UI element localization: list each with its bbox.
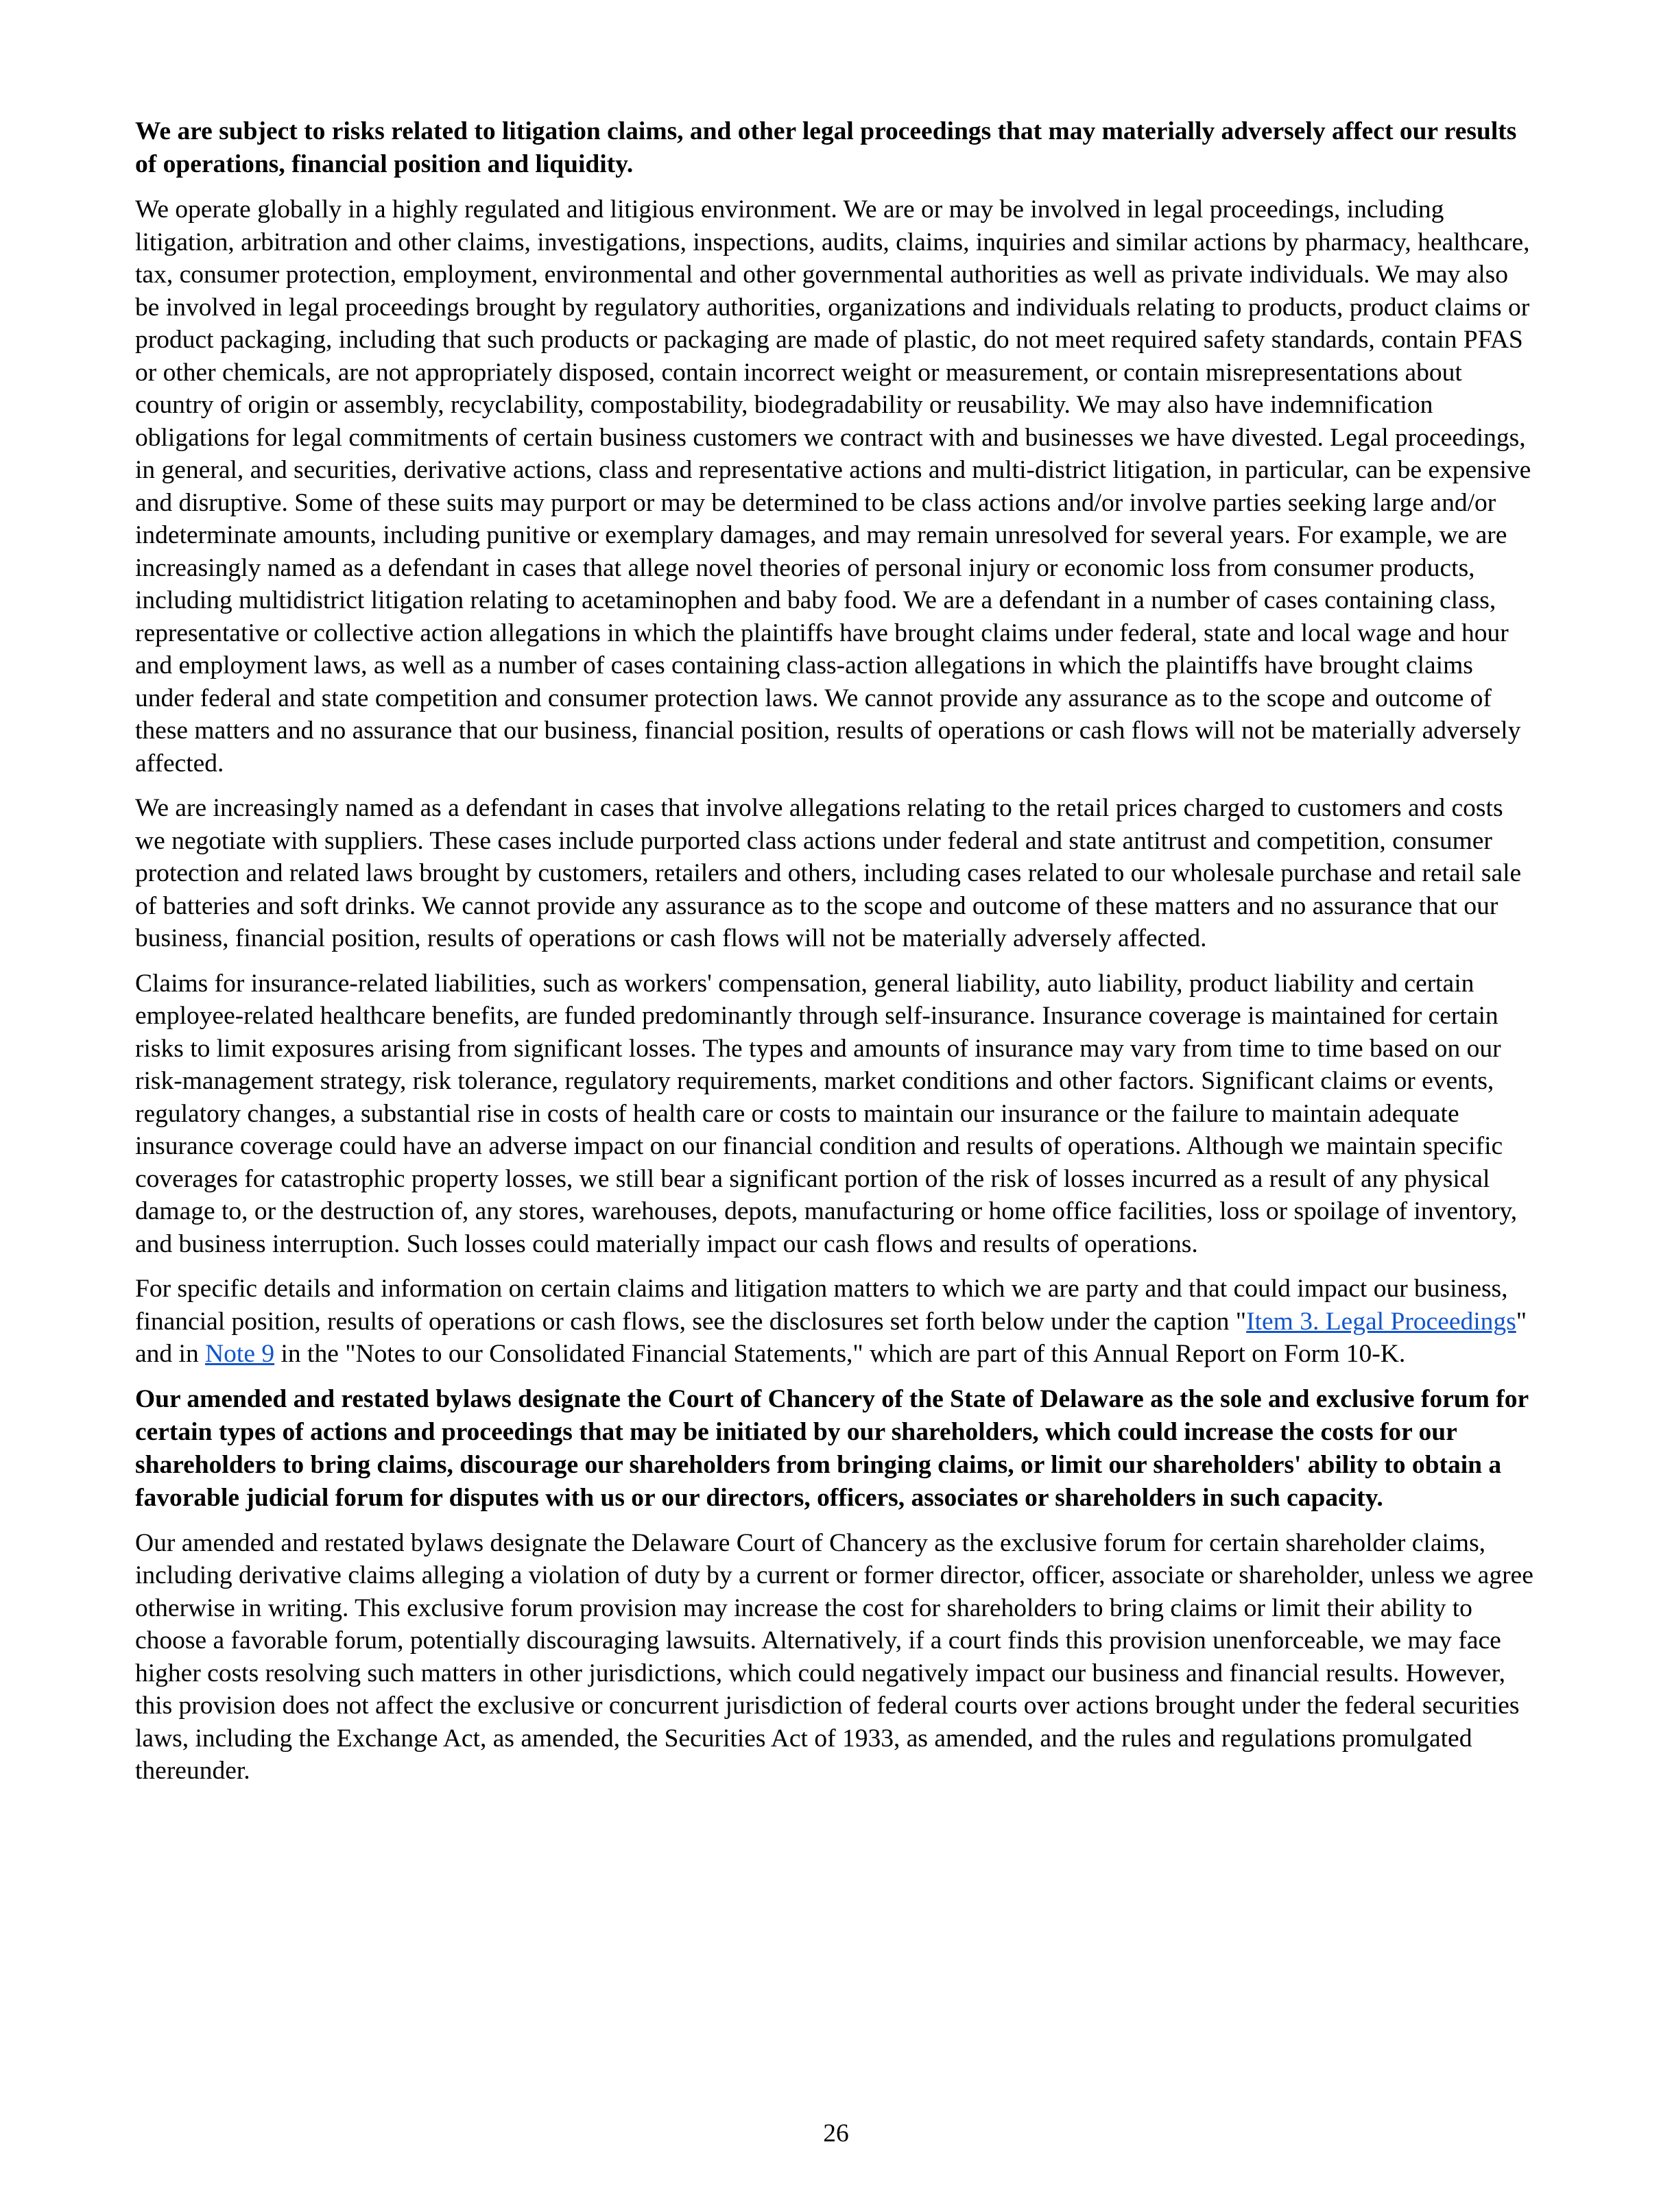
page-number: 26: [823, 2119, 849, 2148]
litigation-paragraph-2: We are increasingly named as a defendant in cases that involve allegations relating to the retail prices charged to customers and costs we negotiate with suppliers. These cases include purported class actions under federal and state antitrust and competition, consumer protection and related laws brought by customers, retailers and others, including cases related to our wholesale purchase and retail sale of batteries and soft drinks. We cannot provide any assurance as to the scope and outcome of these matters and no assurance that our business, financial position, results of operations or cash flows will not be materially adversely affected.: [135, 794, 1522, 952]
paragraph-4-text-middle: " and in: [135, 1307, 1527, 1368]
note-9-link[interactable]: Note 9: [205, 1340, 275, 1368]
paragraph-4-text-start: For specific details and information on certain claims and litigation matters to which we are party and that could impact our business, financial position, results of operations or cash flows, see the disclosures set forth below under the caption ": [135, 1275, 1508, 1336]
document-page: [135, 115, 1537, 1800]
exclusive-forum-heading: Our amended and restated bylaws designate the Court of Chancery of the State of Delaware as the sole and exclusive forum for certain types of actions and proceedings that may be initiated by our shareholders, which could increase the costs for our shareholders to bring claims, discourage our shareholders from bringing claims, or limit our shareholders' ability to obtain a favorable judicial forum for disputes with us or our directors, officers, associates or shareholders in such capacity.: [135, 1384, 1529, 1512]
litigation-paragraph-4: [135, 1273, 1537, 1371]
litigation-risk-heading: We are subject to risks related to litigation claims, and other legal proceedings that may materially adversely affect our results of operations, financial position and liquidity.: [135, 117, 1517, 178]
exclusive-forum-paragraph: Our amended and restated bylaws designate the Delaware Court of Chancery as the exclusive forum for certain shareholder claims, including derivative claims alleging a violation of duty by a current or former director, officer, associate or shareholder, unless we agree otherwise in writing. This exclusive forum provision may increase the cost for shareholders to bring claims or limit their ability to choose a favorable forum, potentially discouraging lawsuits. Alternatively, if a court finds this provision unenforceable, we may face higher costs resolving such matters in other jurisdictions, which could negatively impact our business and financial results. However, this provision does not affect the exclusive or concurrent jurisdiction of federal courts over actions brought under the federal securities laws, including the Exchange Act, as amended, the Securities Act of 1933, as amended, and the rules and regulations promulgated thereunder.: [135, 1528, 1533, 1785]
litigation-paragraph-3: Claims for insurance-related liabilities, such as workers' compensation, general liability, auto liability, product liability and certain employee-related healthcare benefits, are funded predominantly through self-insurance. Insurance coverage is maintained for certain risks to limit exposures arising from significant losses. The types and amounts of insurance may vary from time to time based on our risk-management strategy, risk tolerance, regulatory requirements, market conditions and other factors. Significant claims or events, regulatory changes, a substantial rise in costs of health care or costs to maintain our insurance or the failure to maintain adequate insurance coverage could have an adverse impact on our financial condition and results of operations. Although we maintain specific coverages for catastrophic property losses, we still bear a significant portion of the risk of losses incurred as a result of any physical damage to, or the destruction of, any stores, warehouses, depots, manufacturing or home office facilities, loss or spoilage of inventory, and business interruption. Such losses could materially impact our cash flows and results of operations.: [135, 969, 1518, 1258]
item-3-legal-proceedings-link[interactable]: Item 3. Legal Proceedings: [1246, 1307, 1516, 1336]
exclusive-forum-section: [135, 1383, 1537, 1788]
paragraph-4-text-end: in the "Notes to our Consolidated Financial Statements," which are part of this Annual Report on Form 10-K.: [274, 1340, 1406, 1368]
litigation-paragraph-1: We operate globally in a highly regulated and litigious environment. We are or may be involved in legal proceedings, including litigation, arbitration and other claims, investigations, inspections, audits, claims, inquiries and similar actions by pharmacy, healthcare, tax, consumer protection, employment, environmental and other governmental authorities as well as private individuals. We may also be involved in legal proceedings brought by regulatory authorities, organizations and individuals relating to products, product claims or product packaging, including that such products or packaging are made of plastic, do not meet required safety standards, contain PFAS or other chemicals, are not appropriately disposed, contain incorrect weight or measurement, or contain misrepresentations about country of origin or assembly, recyclability, compostability, biodegradability or reusability. We may also have indemnification obligations for legal commitments of certain business customers we contract with and businesses we have divested. Legal proceedings, in general, and securities, derivative actions, class and representative actions and multi-district litigation, in particular, can be expensive and disruptive. Some of these suits may purport or may be determined to be class actions and/or involve parties seeking large and/or indeterminate amounts, including punitive or exemplary damages, and may remain unresolved for several years. For example, we are increasingly named as a defendant in cases that allege novel theories of personal injury or economic loss from consumer products, including multidistrict litigation relating to acetaminophen and baby food. We are a defendant in a number of cases containing class, representative or collective action allegations in which the plaintiffs have brought claims under federal, state and local wage and hour and employment laws, as well as a number of cases containing class-action allegations in which the plaintiffs have brought claims under federal and state competition and consumer protection laws. We cannot provide any assurance as to the scope and outcome of these matters and no assurance that our business, financial position, results of operations or cash flows will not be materially adversely affected.: [135, 195, 1531, 778]
litigation-risk-section: [135, 115, 1537, 1371]
